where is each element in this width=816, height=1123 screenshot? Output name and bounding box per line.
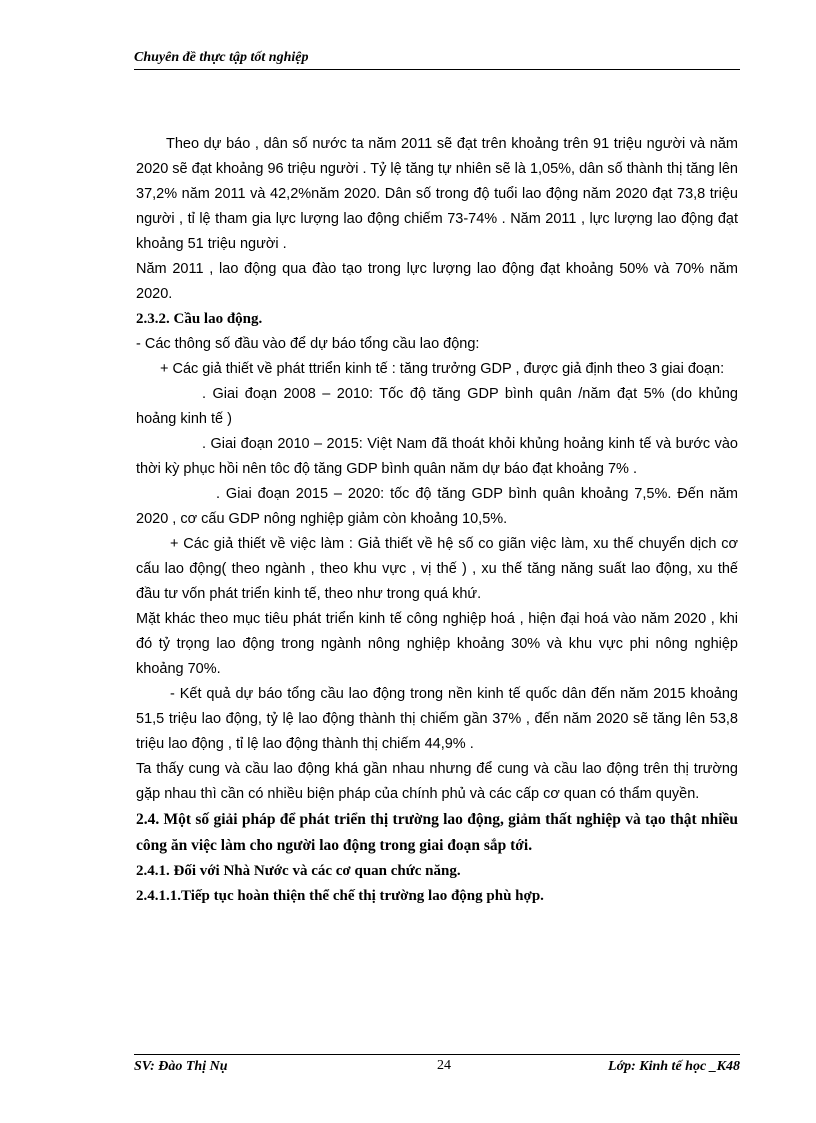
header-title: Chuyên đề thực tập tốt nghiệp xyxy=(134,50,309,65)
section-heading-2-4: 2.4. Một số giải pháp để phát triển thị trường lao động, giảm thất nghiệp và tạo thật nhiều công ăn việc làm cho người lao động trong giai đoạn sắp tới. xyxy=(136,811,738,854)
paragraph-trained-labor: Năm 2011 , lao động qua đào tạo trong lực lượng lao động đạt khoảng 50% và 70% năm 2020. xyxy=(136,261,738,302)
footer-divider xyxy=(134,1054,740,1055)
paragraph-period-2008-2010: . Giai đoạn 2008 – 2010: Tốc độ tăng GDP bình quân /năm đạt 5% (do khủng hoảng kinh tế ) xyxy=(136,386,738,427)
section-heading-2-4-1-1: 2.4.1.1.Tiếp tục hoàn thiện thể chế thị trường lao động phù hợp. xyxy=(136,888,544,904)
page-number: 24 xyxy=(437,1058,451,1073)
paragraph-employment-assumptions: + Các giả thiết về việc làm : Giả thiết về hệ số co giãn việc làm, xu thế chuyển dịch cơ cấu lao động( theo ngành , theo khu vực , vị thế ) , xu thế tăng năng suất lao động, xu thế đầu tư vốn phát triển kinh tế, theo như trong quá khứ. xyxy=(136,536,738,602)
section-heading-2-4-1: 2.4.1. Đối với Nhà Nước và các cơ quan chức năng. xyxy=(136,863,461,879)
page-content xyxy=(136,132,738,909)
footer-student-name: SV: Đào Thị Nụ xyxy=(134,1059,228,1074)
paragraph-industrialization-goal: Mặt khác theo mục tiêu phát triển kinh tế công nghiệp hoá , hiện đại hoá vào năm 2020 , khi đó tỷ trọng lao động trong ngành nông nghiệp khoảng 30% và khu vực phi nông nghiệp khoảng 70%. xyxy=(136,611,738,677)
paragraph-period-2015-2020: . Giai đoạn 2015 – 2020: tốc độ tăng GDP bình quân khoảng 7,5%. Đến năm 2020 , cơ cấu GDP nông nghiệp giảm còn khoảng 10,5%. xyxy=(136,486,738,527)
paragraph-forecast-result: - Kết quả dự báo tổng cầu lao động trong nền kinh tế quốc dân đến năm 2015 khoảng 51,5 triệu lao động, tỷ lệ lao động thành thị chiếm gần 37% , đến năm 2020 sẽ tăng lên 53,8 triệu lao động , tỉ lệ lao động thành thị chiếm 44,9% . xyxy=(136,686,738,752)
paragraph-supply-demand: Ta thấy cung và cầu lao động khá gần nhau nhưng để cung và cầu lao động trên thị trường gặp nhau thì cần có nhiều biện pháp của chính phủ và các cấp cơ quan có thẩm quyền. xyxy=(136,761,738,802)
footer-class-name: Lớp: Kinh tế học _K48 xyxy=(608,1059,740,1074)
paragraph-input-parameters: - Các thông số đầu vào để dự báo tổng cầu lao động: xyxy=(136,336,480,352)
paragraph-period-2010-2015: . Giai đoạn 2010 – 2015: Việt Nam đã thoát khỏi khủng hoảng kinh tế và bước vào thời kỳ phục hồi nên tôc độ tăng GDP bình quân năm dự báo đạt khoảng 7% . xyxy=(136,436,738,477)
header-divider xyxy=(134,69,740,70)
section-heading-2-3-2: 2.3.2. Cầu lao động. xyxy=(136,311,263,327)
paragraph-economic-assumptions: + Các giả thiết về phát ttriển kinh tế : tăng trưởng GDP , được giả định theo 3 giai đoạn: xyxy=(160,361,725,377)
paragraph-forecast-population: Theo dự báo , dân số nước ta năm 2011 sẽ đạt trên khoảng trên 91 triệu người và năm 2020 sẽ đạt khoảng 96 triệu người . Tỷ lệ tăng tự nhiên sẽ là 1,05%, dân số thành thị tăng lên 37,2% năm 2011 và 42,2%năm 2020. Dân số trong độ tuổi lao động năm 2020 đạt 73,8 triệu người , tỉ lệ tham gia lực lượng lao động chiếm 73-74% . Năm 2011 , lực lượng lao động đạt khoảng 51 triệu người . xyxy=(136,136,738,252)
